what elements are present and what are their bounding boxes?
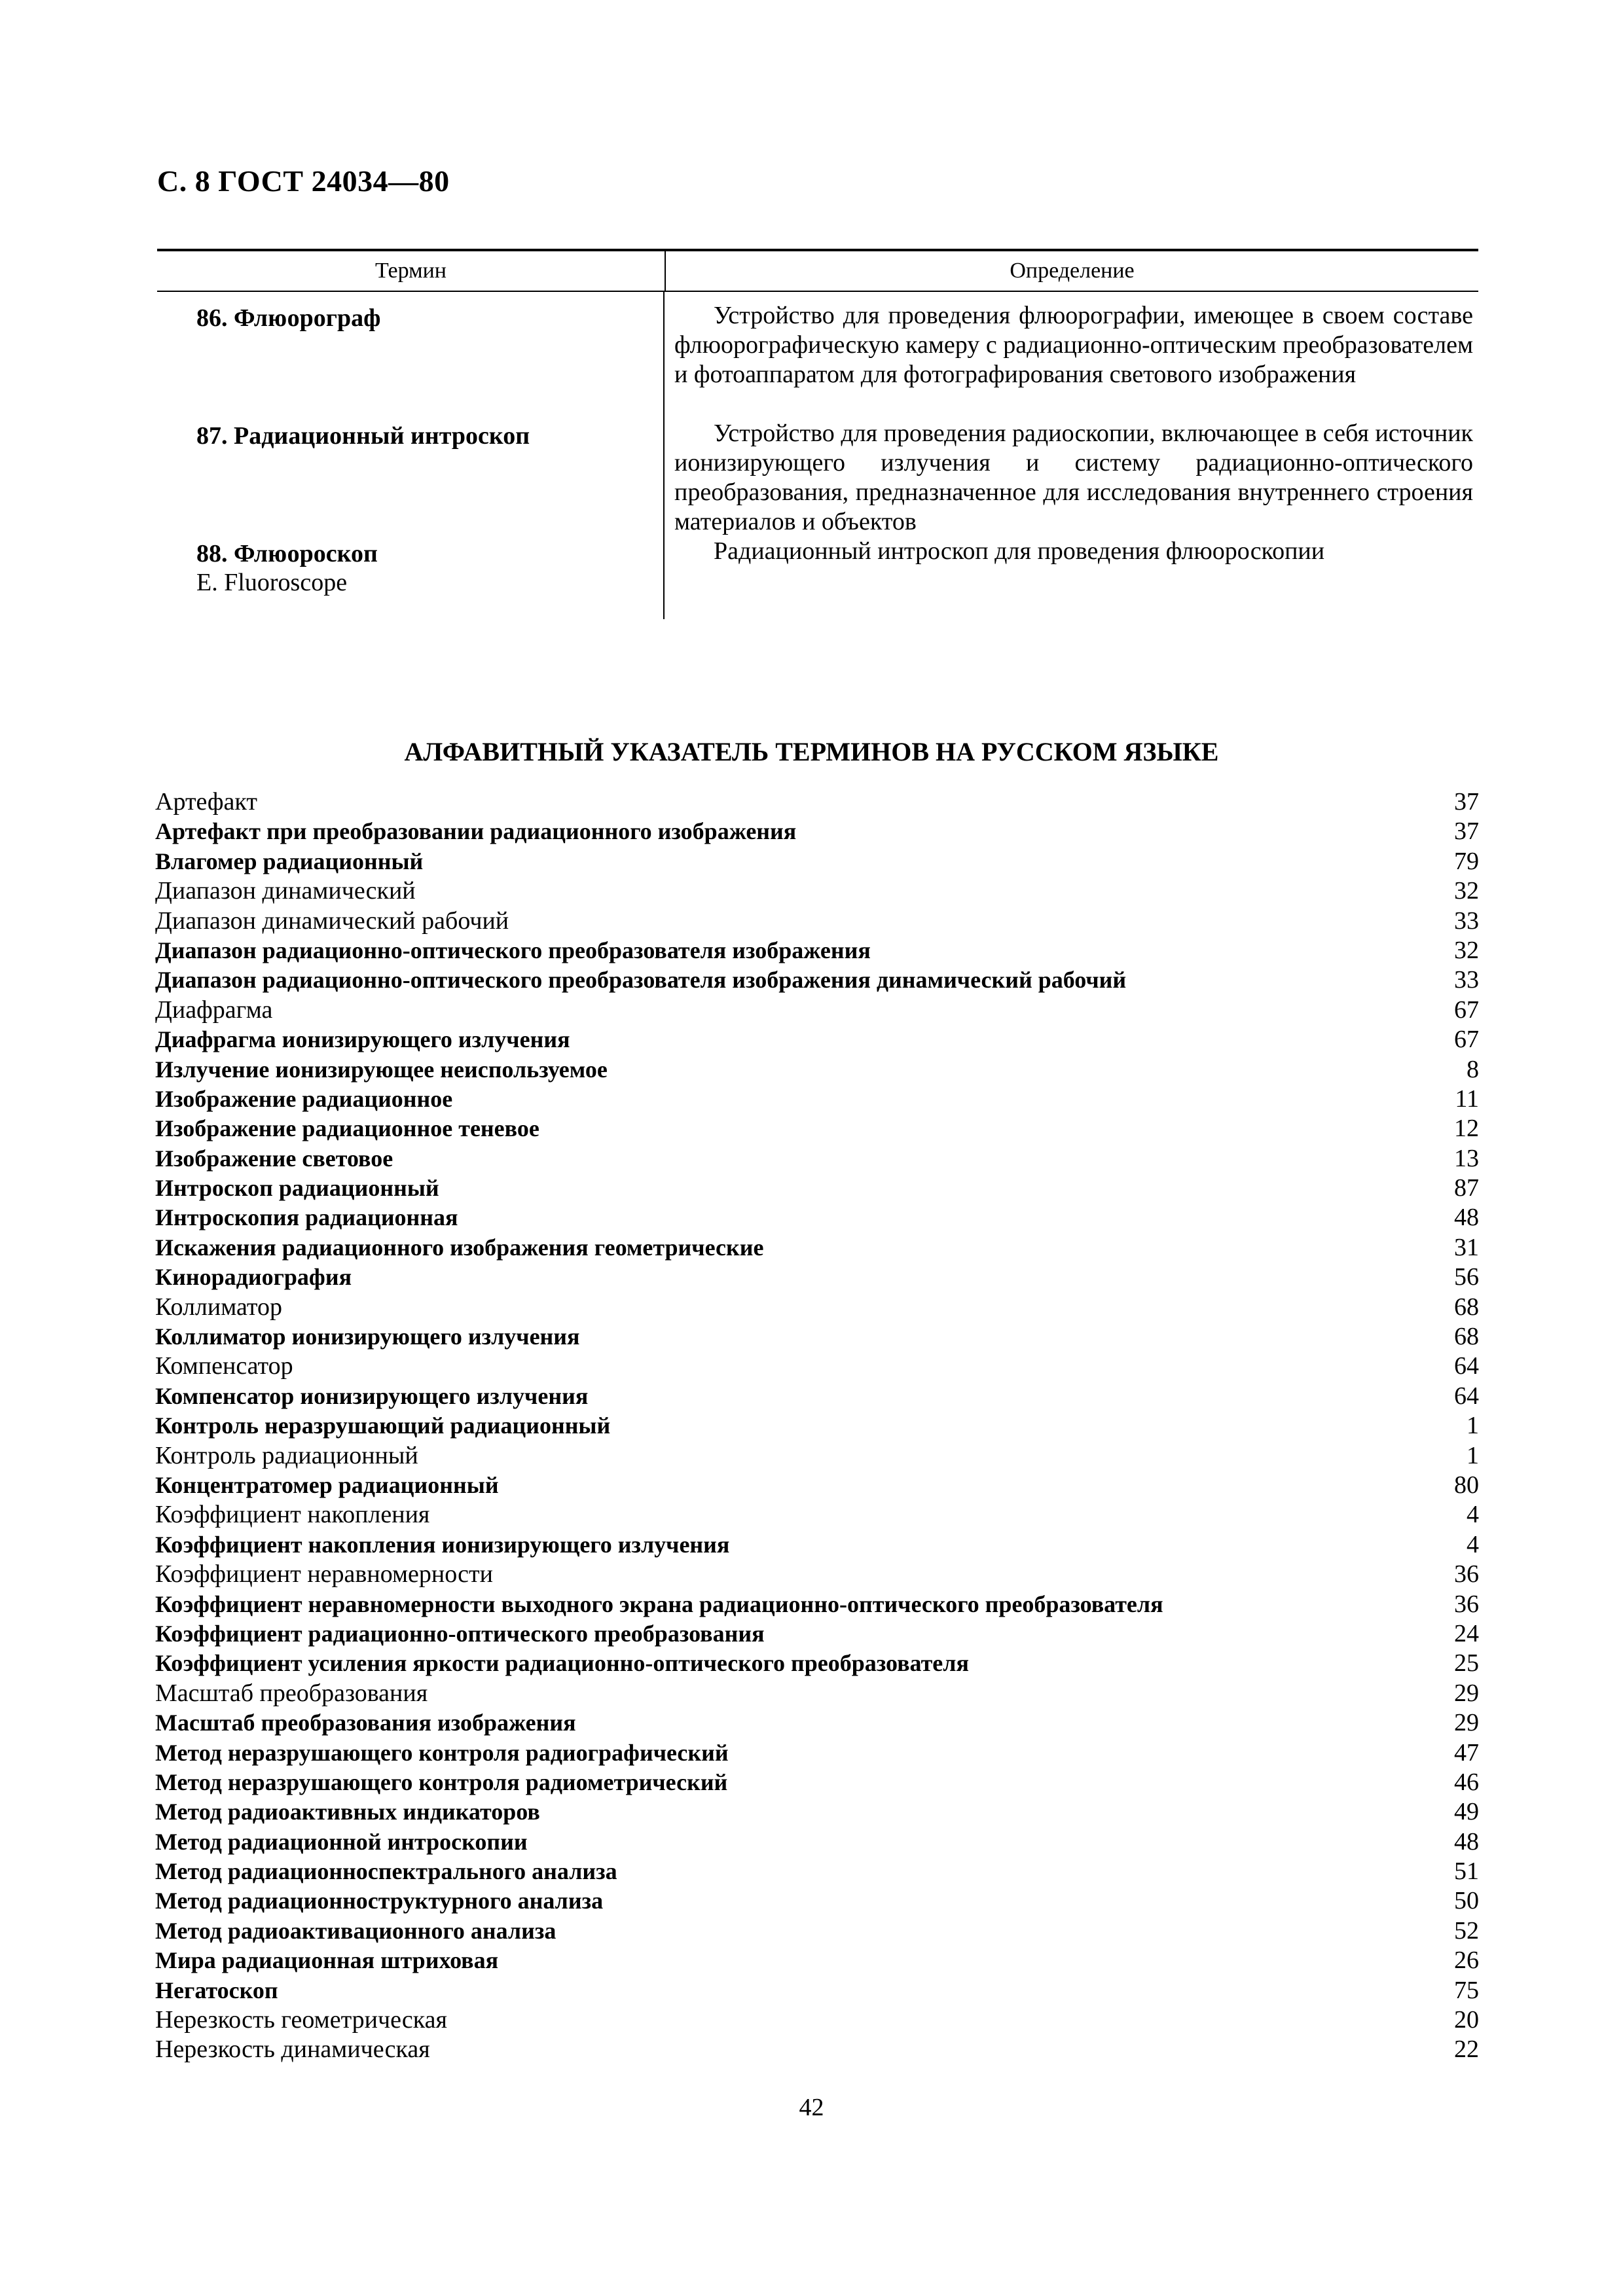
index-term-number: 80: [1454, 1471, 1479, 1499]
index-item: [155, 847, 1479, 876]
index-term: Коэффициент накопления ионизирующего излучения: [155, 1531, 730, 1558]
index-term: Коэффициент неравномерности выходного экрана радиационно-оптического преобразователя: [155, 1590, 1163, 1617]
index-term-number: 32: [1454, 877, 1479, 905]
index-item: [155, 2005, 1479, 2035]
index-term: Артефакт: [155, 788, 257, 816]
index-term: Концентратомер радиационный: [155, 1471, 499, 1498]
index-term: Компенсатор ионизирующего излучения: [155, 1382, 589, 1409]
index-item: [155, 1085, 1479, 1114]
index-item: [155, 1530, 1479, 1560]
index-item: [155, 1025, 1479, 1054]
index-term-number: 1: [1467, 1412, 1479, 1440]
index-item: [155, 1055, 1479, 1085]
page-number: 42: [799, 2094, 824, 2121]
index-term: Изображение световое: [155, 1145, 393, 1172]
index-term: Коэффициент усиления яркости радиационно-оптического преобразователя: [155, 1650, 969, 1677]
index-term-number: 87: [1454, 1174, 1479, 1202]
index-term: Контроль неразрушающий радиационный: [155, 1412, 611, 1439]
index-term: Мира радиационная штриховая: [155, 1947, 499, 1974]
index-term-number: 64: [1454, 1382, 1479, 1410]
index-item: [155, 1293, 1479, 1322]
index-term: Влагомер радиационный: [155, 848, 424, 874]
index-item: [155, 1976, 1479, 2005]
index-term-number: 75: [1454, 1976, 1479, 2004]
index-item: [155, 1738, 1479, 1768]
term-86: [196, 304, 380, 332]
index-item: [155, 1797, 1479, 1827]
index-item: [155, 1263, 1479, 1292]
index-item: [155, 1471, 1479, 1500]
index-term: Контроль радиационный: [155, 1441, 418, 1469]
index-item: [155, 1857, 1479, 1886]
index-item: [155, 1708, 1479, 1738]
column-header-definition: Определение: [1010, 259, 1135, 283]
index-item: [155, 906, 1479, 936]
index-term: Коллиматор: [155, 1293, 282, 1321]
terms-table: [157, 249, 1478, 619]
index-item: [155, 1174, 1479, 1203]
definition-88: Радиационный интроскоп для проведения флюороскопии: [714, 537, 1325, 565]
index-term: Излучение ионизирующее неиспользуемое: [155, 1056, 608, 1083]
index-item: [155, 1649, 1479, 1678]
index-term-number: 67: [1454, 996, 1479, 1024]
index-item: [155, 817, 1479, 846]
index-item: [155, 1114, 1479, 1143]
index-term: Диапазон динамический: [155, 877, 416, 905]
index-term-number: 49: [1454, 1798, 1479, 1826]
index-term: Метод радиационноструктурного анализа: [155, 1888, 604, 1914]
index-term-number: 37: [1454, 817, 1479, 846]
index-item: [155, 1768, 1479, 1797]
index-term: Диафрагма ионизирующего излучения: [155, 1026, 570, 1053]
index-term: Метод радиоактивных индикаторов: [155, 1799, 540, 1825]
index-item: [155, 1382, 1479, 1411]
index-term-number: 29: [1454, 1679, 1479, 1707]
index-term-number: 52: [1454, 1916, 1479, 1945]
index-term-number: 1: [1467, 1441, 1479, 1469]
index-item: [155, 876, 1479, 906]
index-term: Компенсатор: [155, 1352, 293, 1380]
index-term: Коллиматор ионизирующего излучения: [155, 1323, 580, 1350]
index-term-number: 67: [1454, 1026, 1479, 1054]
table-body: [157, 292, 1478, 619]
index-item: [155, 1946, 1479, 1975]
index-term-number: 56: [1454, 1263, 1479, 1291]
index-term: Диапазон радиационно-оптического преобразователя изображения: [155, 937, 871, 963]
index-item: [155, 1827, 1479, 1857]
index-term-number: 68: [1454, 1323, 1479, 1351]
index-term-number: 50: [1454, 1887, 1479, 1915]
index-term: Изображение радиационное: [155, 1085, 453, 1112]
index-term-number: 4: [1467, 1530, 1479, 1558]
index-term: Диапазон радиационно-оптического преобразователя изображения динамический рабочий: [155, 967, 1127, 994]
index-item: [155, 1203, 1479, 1232]
index-term: Диапазон динамический рабочий: [155, 906, 509, 935]
term-name: 86. Флюорограф: [196, 304, 381, 332]
index-term-number: 36: [1454, 1590, 1479, 1618]
index-term-number: 46: [1454, 1768, 1479, 1796]
index-term: Коэффициент неравномерности: [155, 1560, 493, 1588]
index-term-number: 51: [1454, 1857, 1479, 1886]
index-term-number: 8: [1467, 1055, 1479, 1083]
index-item: [155, 1144, 1479, 1174]
index-term-number: 25: [1454, 1649, 1479, 1677]
index-term: Изображение радиационное теневое: [155, 1115, 539, 1142]
index-term-number: 37: [1454, 788, 1479, 816]
index-item: [155, 1560, 1479, 1589]
index-term-number: 31: [1454, 1233, 1479, 1261]
index-title: АЛФАВИТНЫЙ УКАЗАТЕЛЬ ТЕРМИНОВ НА РУССКОМ ЯЗЫКЕ: [404, 737, 1219, 766]
index-term: Масштаб преобразования: [155, 1679, 428, 1707]
page-header: С. 8 ГОСТ 24034—80: [157, 164, 450, 198]
index-term-number: 79: [1454, 847, 1479, 875]
term-name: 87. Радиационный интроскоп: [196, 422, 530, 450]
index-term: Метод радиационной интроскопии: [155, 1828, 528, 1855]
term-name: 88. Флюороскоп: [196, 540, 378, 567]
index-term: Масштаб преобразования изображения: [155, 1710, 576, 1736]
index-item: [155, 1233, 1479, 1263]
index-term: Диафрагма: [155, 996, 273, 1024]
index-item: [155, 936, 1479, 965]
definition-86: Устройство для проведения флюорографии, имеющее в своем составе флюорографическую камеру с радиационно-оптическим преобразователем и фотоаппаратом для фотографирования светового изображения: [674, 302, 1473, 388]
index-term-number: 48: [1454, 1204, 1479, 1232]
index-item: [155, 1322, 1479, 1352]
index-list: [155, 787, 1479, 2065]
index-term-number: 4: [1467, 1501, 1479, 1529]
index-term-number: 64: [1454, 1352, 1479, 1380]
index-term: Метод неразрушающего контроля радиографический: [155, 1739, 729, 1766]
index-term-number: 48: [1454, 1827, 1479, 1856]
index-term-number: 26: [1454, 1946, 1479, 1975]
index-item: [155, 1679, 1479, 1708]
index-item: [155, 996, 1479, 1025]
index-term: Нерезкость геометрическая: [155, 2006, 447, 2034]
index-term-number: 68: [1454, 1293, 1479, 1321]
index-term-number: 20: [1454, 2006, 1479, 2034]
term-english: E. Fluoroscope: [196, 569, 348, 596]
index-term: Интроскопия радиационная: [155, 1204, 458, 1231]
index-term: Артефакт при преобразовании радиационного изображения: [155, 818, 797, 845]
index-item: [155, 2035, 1479, 2064]
index-item: [155, 1352, 1479, 1381]
index-term: Искажения радиационного изображения геометрические: [155, 1234, 764, 1261]
index-term: Метод радиоактивационного анализа: [155, 1917, 556, 1944]
index-item: [155, 1916, 1479, 1946]
index-item: [155, 1619, 1479, 1649]
index-item: [155, 965, 1479, 995]
index-item: [155, 787, 1479, 817]
index-term-number: 22: [1454, 2036, 1479, 2064]
index-term-number: 13: [1454, 1144, 1479, 1172]
index-term: Коэффициент радиационно-оптического преобразования: [155, 1620, 765, 1647]
index-term: Негатоскоп: [155, 1977, 278, 2003]
definition-87: Устройство для проведения радиоскопии, включающее в себя источник ионизирующего излучения и систему радиационно-оптического преобразования, предназначенное для исследования внутреннего строения материалов и объектов: [674, 420, 1473, 535]
index-term: Метод неразрушающего контроля радиометрический: [155, 1768, 728, 1795]
index-term-number: 11: [1455, 1085, 1479, 1113]
index-term-number: 29: [1454, 1709, 1479, 1737]
index-term: Метод радиационноспектрального анализа: [155, 1858, 617, 1885]
term-88: [196, 539, 378, 597]
column-header-term: Термин: [157, 251, 666, 291]
index-item: [155, 1590, 1479, 1619]
index-term-number: 47: [1454, 1738, 1479, 1767]
index-item: [155, 1441, 1479, 1471]
term-87: [196, 422, 530, 450]
index-item: [155, 1886, 1479, 1916]
index-term: Интроскоп радиационный: [155, 1175, 439, 1202]
index-term-number: 32: [1454, 936, 1479, 964]
index-item: [155, 1500, 1479, 1530]
index-term-number: 24: [1454, 1619, 1479, 1647]
index-term-number: 36: [1454, 1560, 1479, 1588]
index-term: Нерезкость динамическая: [155, 2036, 430, 2064]
index-term: Коэффициент накопления: [155, 1501, 430, 1529]
index-term-number: 33: [1454, 906, 1479, 935]
index-term: Кинорадиография: [155, 1264, 352, 1291]
table-head: [157, 251, 1478, 292]
index-term-number: 33: [1454, 966, 1479, 994]
index-term-number: 12: [1454, 1115, 1479, 1143]
index-item: [155, 1411, 1479, 1441]
